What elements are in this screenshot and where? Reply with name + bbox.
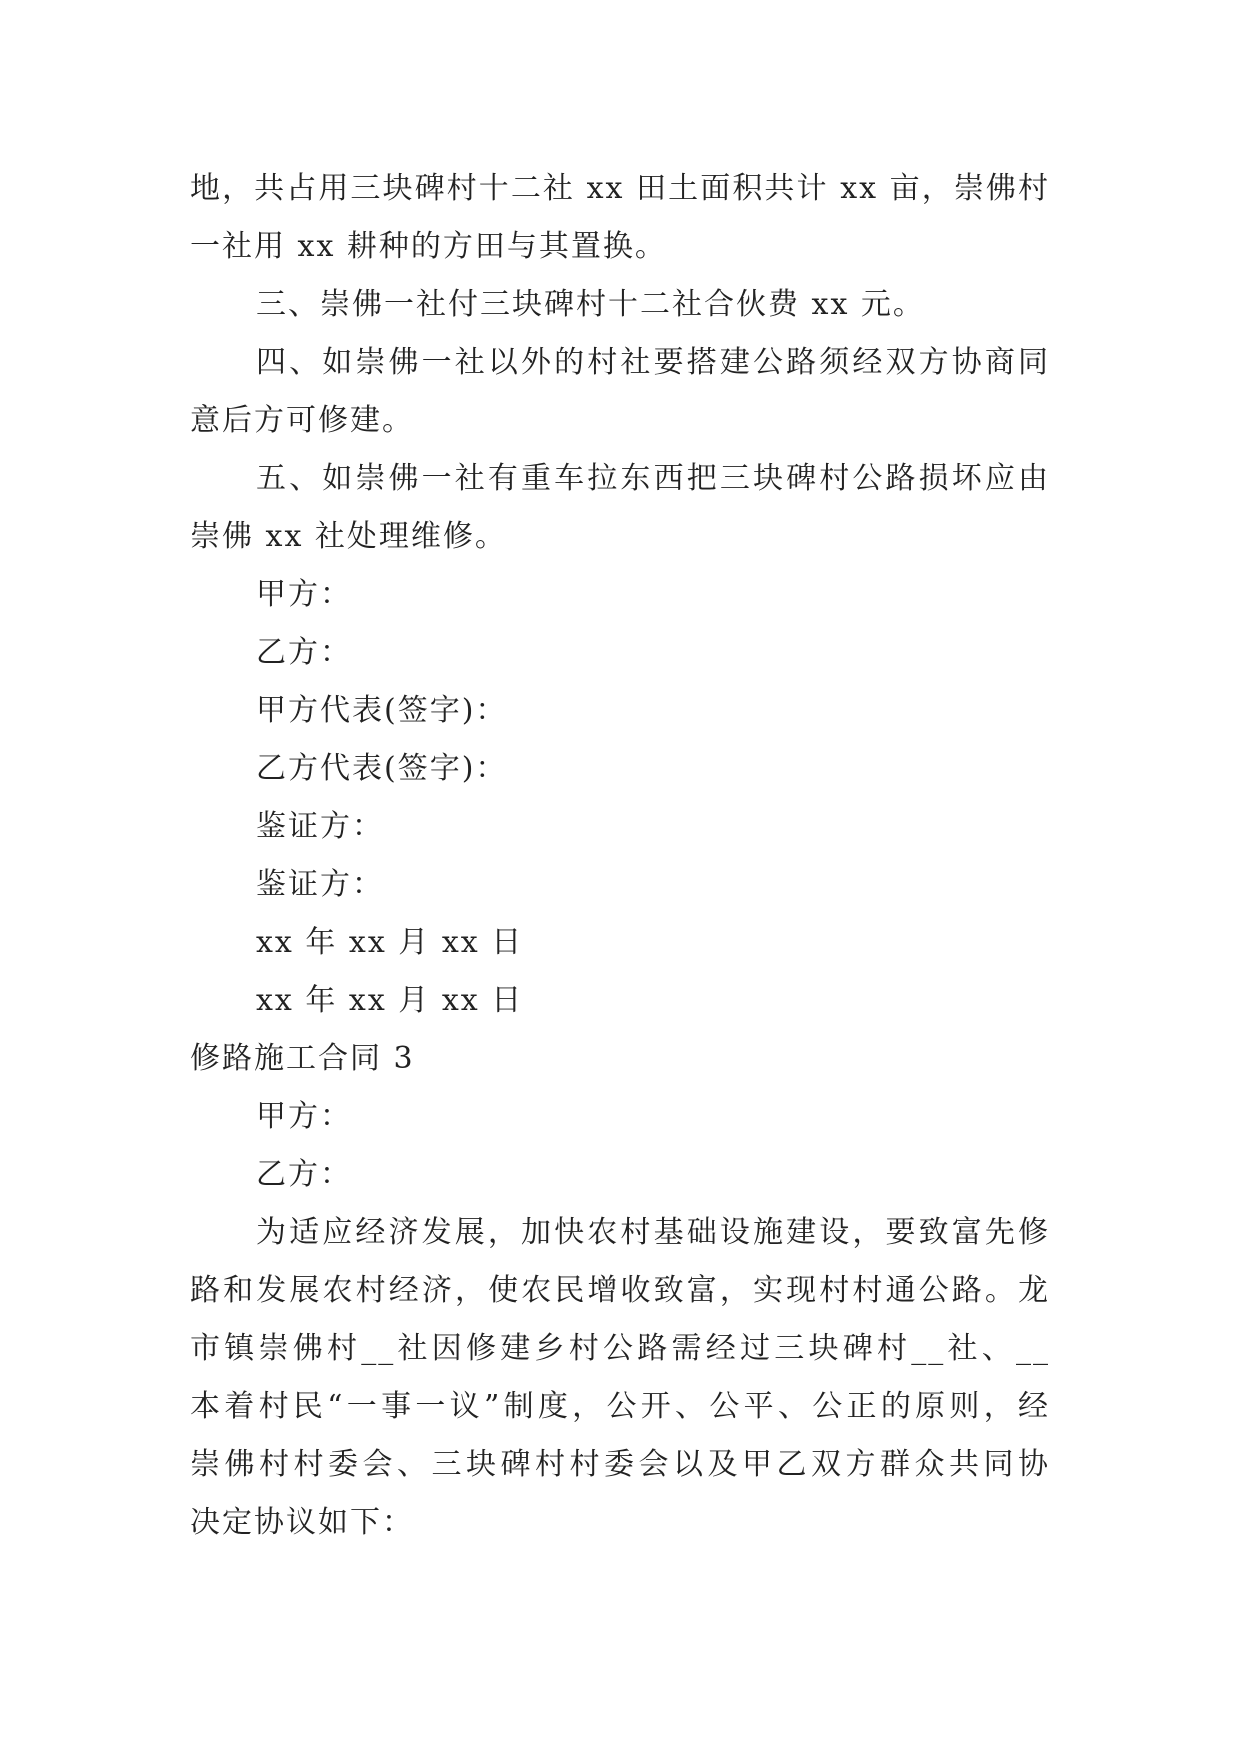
date-line: xx 年 xx 月 xx 日	[256, 925, 524, 960]
paragraph-line: 崇佛 xx 社处理维修。	[190, 519, 507, 554]
party-a-label: 甲方：	[256, 577, 352, 612]
paragraph-line: 一社用 xx 耕种的方田与其置换。	[190, 229, 667, 264]
party-b-representative-label: 乙方代表(签字)：	[256, 751, 508, 786]
date-line: xx 年 xx 月 xx 日	[256, 983, 524, 1018]
paragraph-line: 地，共占用三块碑村十二社 xx 田土面积共计 xx 亩，崇佛村	[190, 171, 1050, 206]
paragraph-line: 路和发展农村经济，使农民增收致富，实现村村通公路。龙	[190, 1273, 1050, 1308]
party-a-representative-label: 甲方代表(签字)：	[256, 693, 508, 728]
party-b-label: 乙方：	[256, 635, 352, 670]
witness-label: 鉴证方：	[256, 809, 384, 844]
paragraph-line: 决定协议如下：	[190, 1505, 414, 1540]
paragraph-line: 崇佛村村委会、三块碑村村委会以及甲乙双方群众共同协	[190, 1447, 1050, 1482]
party-b-label: 乙方：	[256, 1157, 352, 1192]
paragraph-line: 本着村民“一事一议”制度，公开、公平、公正的原则，经	[190, 1389, 1050, 1424]
paragraph-line: 五、如崇佛一社有重车拉东西把三块碑村公路损坏应由	[256, 461, 1050, 496]
paragraph-line: 意后方可修建。	[190, 403, 414, 438]
witness-label: 鉴证方：	[256, 867, 384, 902]
paragraph-line: 市镇崇佛村__社因修建乡村公路需经过三块碑村__社、__	[190, 1331, 1050, 1366]
document-body	[190, 160, 1050, 1552]
party-a-label: 甲方：	[256, 1099, 352, 1134]
paragraph-line: 四、如崇佛一社以外的村社要搭建公路须经双方协商同	[256, 345, 1050, 380]
paragraph-line: 三、崇佛一社付三块碑村十二社合伙费 xx 元。	[256, 287, 925, 322]
section-title: 修路施工合同 3	[190, 1041, 415, 1076]
paragraph-line: 为适应经济发展，加快农村基础设施建设，要致富先修	[256, 1215, 1050, 1250]
